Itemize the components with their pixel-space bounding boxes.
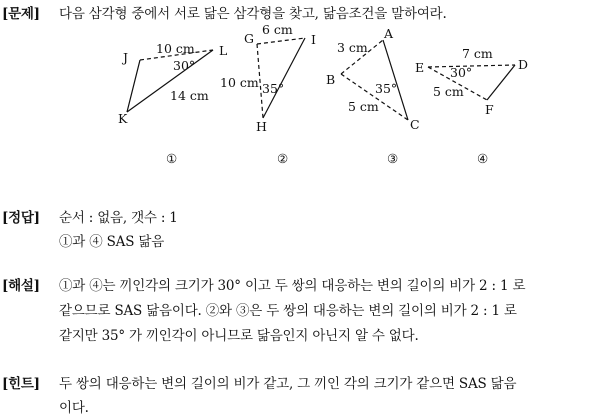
side-label: 10 cm [220, 75, 259, 90]
hint-tag: [힌트] [2, 376, 40, 392]
vertex-label: F [485, 102, 494, 117]
side-label: 10 cm [156, 41, 195, 56]
figure-4 [415, 46, 528, 117]
choice-marker: ③ [387, 151, 399, 166]
problem-tag: [문제] [2, 6, 40, 22]
vertex-label: B [326, 72, 336, 87]
figure-1 [118, 41, 227, 126]
angle-label: 30° [173, 58, 196, 73]
vertex-label: G [244, 31, 254, 46]
answer-line-1: 순서 : 없음, 갯수 : 1 [59, 210, 178, 226]
vertex-label: J [123, 50, 129, 65]
side-label: 5 cm [348, 99, 379, 114]
choice-marker: ① [166, 151, 178, 166]
side-label: 14 cm [170, 88, 209, 103]
explanation-line-3: 같지만 35° 가 끼인각이 아니므로 닮음인지 아닌지 알 수 없다. [59, 328, 419, 344]
side-label: 5 cm [433, 84, 464, 99]
angle-label: 35° [375, 81, 398, 96]
side-label: 7 cm [462, 46, 493, 61]
angle-label: 30° [450, 65, 473, 80]
hint-line-1: 두 쌍의 대응하는 변의 길이의 비가 같고, 그 끼인 각의 크기가 같으면 SAS 닮음 [59, 376, 517, 392]
angle-label: 35° [262, 81, 285, 96]
figure-3 [326, 26, 420, 132]
explanation-line-1: ①과 ④는 끼인각의 크기가 30° 이고 두 쌍의 대응하는 변의 길이의 비가 2 : 1 로 [59, 278, 526, 294]
answer-tag: [정답] [2, 210, 40, 226]
vertex-label: A [384, 26, 394, 41]
vertex-label: H [256, 119, 267, 134]
vertex-label: L [219, 43, 228, 58]
choice-marker: ② [277, 151, 289, 166]
vertex-label: E [415, 60, 425, 75]
figure-2 [220, 22, 316, 134]
choice-marker: ④ [477, 151, 489, 166]
explanation-tag: [해설] [2, 278, 40, 294]
vertex-label: I [311, 32, 316, 47]
vertex-label: K [118, 111, 128, 126]
triangle-figures [0, 0, 592, 180]
explanation-line-2: 같으므로 SAS 닮음이다. ②와 ③은 두 쌍의 대응하는 변의 길이의 비가 2 : 1 로 [59, 303, 517, 319]
hint-line-2: 이다. [59, 400, 89, 416]
side-label: 6 cm [262, 22, 293, 37]
answer-line-2: ①과 ④ SAS 닮음 [59, 234, 165, 250]
side-label: 3 cm [337, 40, 368, 55]
vertex-label: C [410, 117, 420, 132]
vertex-label: D [518, 57, 529, 72]
problem-text: 다음 삼각형 중에서 서로 닮은 삼각형을 찾고, 닮음조건을 말하여라. [59, 6, 447, 22]
